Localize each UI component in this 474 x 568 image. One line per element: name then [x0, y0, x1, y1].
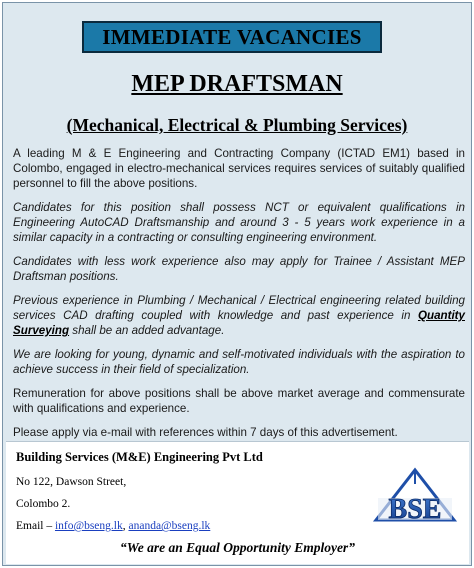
email-link-ananda[interactable]: ananda@bseng.lk — [128, 520, 211, 532]
qualification-paragraph: Candidates for this position shall possess NCT or equivalent qualifications in Engineering AutoCAD Draftsmanship and around 3 - 5 years work experience in a similar capacity in a contracting or consulting engineering environment. — [13, 201, 465, 244]
advertisement — [2, 2, 472, 566]
candidate-profile-paragraph: We are looking for young, dynamic and self-motivated individuals with the aspiration to achieve success in their field of specialization. — [13, 348, 465, 376]
experience-text: Previous experience in Plumbing / Mechanical / Electrical engineering related building services CAD drafting coupled with knowledge and past experience in — [13, 294, 465, 322]
experience-text-end: shall be an added advantage. — [69, 324, 225, 337]
quantity-surveying-highlight: Quantity Surveying — [13, 309, 465, 337]
banner-title: IMMEDIATE VACANCIES — [102, 24, 362, 49]
remuneration-paragraph: Remuneration for above positions shall be above market average and commensurate with qualifications and experience. — [13, 387, 465, 415]
email-label: Email – — [16, 520, 55, 532]
ad-body — [13, 146, 465, 449]
experience-paragraph — [13, 293, 465, 338]
bse-logo-icon — [372, 462, 458, 528]
address-line-1: No 122, Dawson Street, — [16, 476, 127, 488]
equal-opportunity-tagline: “We are an Equal Opportunity Employer” — [120, 540, 355, 555]
trainee-paragraph: Candidates with less work experience also may apply for Trainee / Assistant MEP Draftsman positions. — [13, 255, 465, 283]
job-subtitle: (Mechanical, Electrical & Plumbing Services) — [66, 115, 408, 135]
apply-paragraph: Please apply via e-mail with references within 7 days of this advertisement. — [13, 426, 398, 439]
email-line — [16, 520, 210, 532]
email-separator: , — [122, 520, 129, 532]
company-name: Building Services (M&E) Engineering Pvt Ltd — [16, 450, 263, 464]
vacancies-banner — [82, 21, 382, 53]
company-intro-paragraph: A leading M & E Engineering and Contracting Company (ICTAD EM1) based in Colombo, engaged in electro-mechanical services requires services of suitably qualified personnel to fill the above positions. — [13, 147, 465, 190]
address-line-2: Colombo 2. — [16, 498, 71, 510]
email-link-info[interactable]: info@bseng.lk — [54, 520, 123, 532]
job-title: MEP DRAFTSMAN — [131, 71, 343, 97]
contact-footer — [6, 441, 469, 564]
logo-lettering: BSE — [388, 494, 442, 525]
